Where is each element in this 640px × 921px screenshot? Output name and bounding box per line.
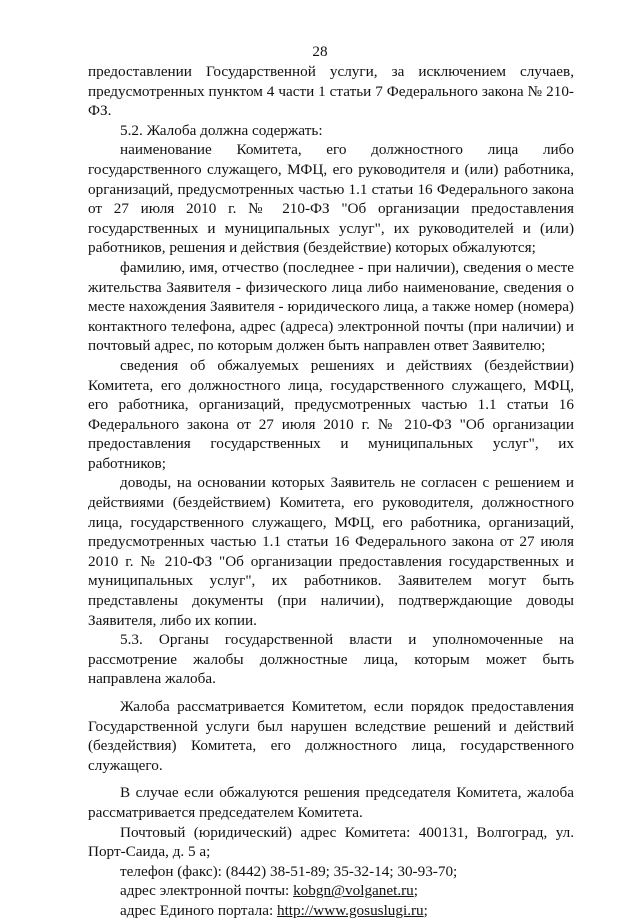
email-end: ;	[413, 882, 419, 900]
portal-end: ;	[423, 901, 428, 919]
portal-label: адрес Единого портала:	[120, 901, 277, 919]
paragraph-committee-review: Жалоба рассматривается Комитетом, если порядок предоставления Государственной услуги был нарушен вследствие решений и действий (бездействия) Комитета, его должностного лица, государственного служащего.	[88, 698, 574, 774]
paragraph-naming-item: наименование Комитета, его должностного лица либо государственного служащего, МФЦ, его руководителя и (или) работника, организаций, предусмотренных частью 1.1 статьи 16 Федерального закона от 27 июля 2010 г. № 210-ФЗ "Об организации предоставления государственных и муниципальных услуг", их руководителей и (или) работников, решения и действия (бездействие) которых обжалуются;	[88, 141, 574, 257]
portal-link[interactable]: http://www.gosuslugi.ru	[276, 901, 424, 919]
paragraph-chairman-review: В случае если обжалуются решения председателя Комитета, жалоба рассматривается председателем Комитета.	[88, 784, 574, 821]
email-link[interactable]: kobgn@volganet.ru	[293, 882, 414, 900]
paragraph-arguments-item: доводы, на основании которых Заявитель не согласен с решением и действиями (бездействием) Комитета, его руководителя, должностного лица, государственного служащего, МФЦ, его работника, организаций, предусмотренных частью 1.1 статьи 16 Федерального закона от 27 июля 2010 г. № 210-ФЗ "Об организации предоставления государственных и муниципальных услуг", их работников. Заявителем могут быть представлены документы (при наличии), подтверждающие доводы Заявителя, либо их копии.	[88, 474, 574, 629]
paragraph-email	[88, 881, 574, 901]
paragraph-decisions-item: сведения об обжалуемых решениях и действиях (бездействии) Комитета, его должностного лица, государственного служащего, МФЦ, его работника, организаций, предусмотренных частью 1.1 статьи 16 Федерального закона от 27 июля 2010 г. № 210-ФЗ "Об организации предоставления государственных и муниципальных услуг", их работников;	[88, 356, 574, 472]
paragraph-postal-address: Почтовый (юридический) адрес Комитета: 400131, Волгоград, ул. Порт-Саида, д. 5 а;	[88, 823, 574, 861]
paragraph-portal	[88, 901, 574, 921]
document-body	[88, 62, 574, 921]
paragraph-5-3: 5.3. Органы государственной власти и уполномоченные на рассмотрение жалобы должностные лица, которым может быть направлена жалоба.	[88, 631, 574, 688]
page-number: 28	[312, 43, 328, 60]
email-label: адрес электронной почты:	[120, 882, 294, 900]
paragraph-5-2-heading: 5.2. Жалоба должна содержать:	[120, 121, 323, 139]
paragraph-applicant-details-item: фамилию, имя, отчество (последнее - при наличии), сведения о месте жительства Заявителя - физического лица либо наименование, сведения о месте нахождения Заявителя - юридического лица, а также номер (номера) контактного телефона, адрес (адреса) электронной почты (при наличии) и почтовый адрес, по которым должен быть направлен ответ Заявителю;	[88, 258, 574, 355]
paragraph-phone: телефон (факс): (8442) 38-51-89; 35-32-14; 30-93-70;	[120, 862, 458, 880]
paragraph-intro-continuation: предоставлении Государственной услуги, за исключением случаев, предусмотренных пунктом 4 части 1 статьи 7 Федерального закона № 210-ФЗ.	[88, 63, 574, 120]
